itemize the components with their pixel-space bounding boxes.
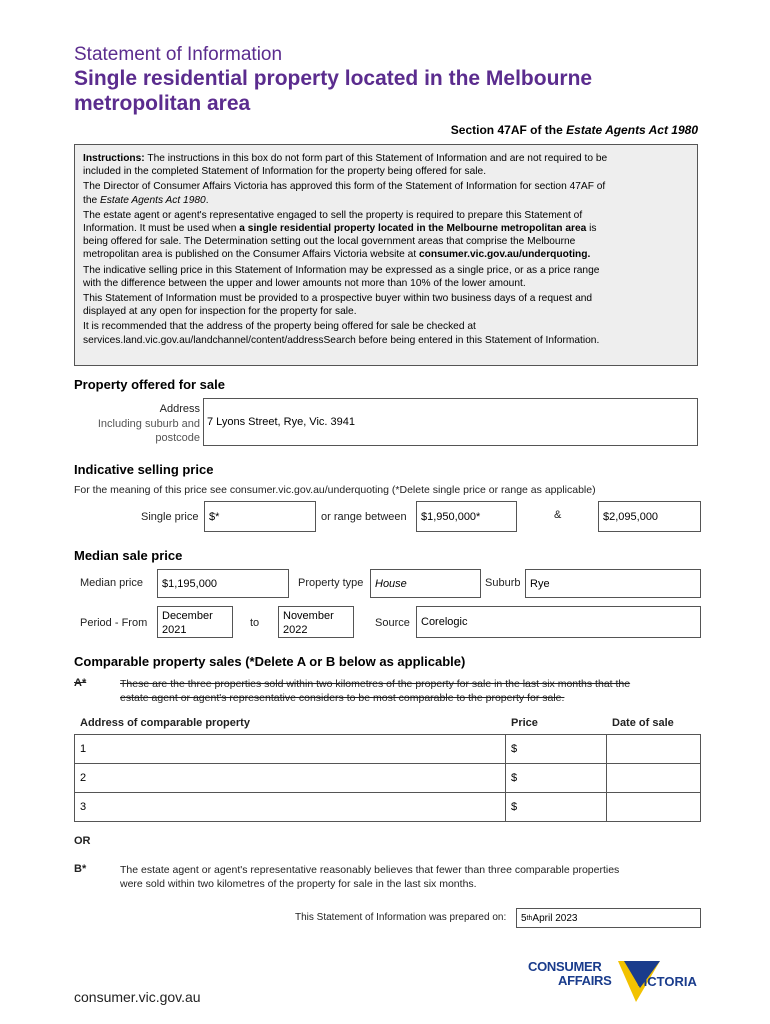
suburb-label: Suburb	[485, 577, 521, 589]
comparable-address-cell-text: 3	[80, 801, 87, 813]
comparable-address-cell[interactable]	[74, 792, 506, 822]
from-year: 2021	[162, 624, 187, 636]
median-price-field[interactable]	[157, 569, 289, 598]
range-low-field[interactable]	[416, 501, 517, 532]
single-price-label: Single price	[141, 511, 199, 523]
option-a-text	[120, 677, 630, 705]
period-to-label: to	[250, 617, 260, 629]
col-address-header: Address of comparable property	[80, 717, 250, 729]
median-price-label: Median price	[80, 577, 143, 589]
indicative-heading: Indicative selling price	[74, 462, 214, 477]
label: Address	[159, 403, 200, 415]
comparable-price-cell[interactable]	[505, 763, 607, 793]
comparable-price-cell[interactable]	[505, 734, 607, 764]
comparable-price-cell[interactable]	[505, 792, 607, 822]
source-value: Corelogic	[421, 616, 468, 628]
emphasis: a single residential property located in the Melbourne metropolitan area	[239, 223, 587, 235]
comparable-address-cell[interactable]	[74, 763, 506, 793]
to-month: November	[283, 610, 334, 622]
text	[83, 248, 689, 261]
option-b-label: B*	[74, 863, 87, 875]
text: These are the three properties sold within two kilometres of the property for sale in the last six months that the	[120, 678, 631, 690]
text: were sold within two kilometres of the property for sale in the last six months.	[120, 878, 477, 890]
comparable-date-cell[interactable]	[606, 734, 701, 764]
to-year: 2022	[283, 624, 308, 636]
option-b-text	[120, 863, 619, 891]
text: with the difference between the upper and lower amounts not more than 10% of the lower amount.	[83, 277, 526, 289]
property-type-field[interactable]	[370, 569, 481, 598]
text: It is recommended that the address of the property being offered for sale be checked at	[83, 321, 476, 333]
label: postcode	[155, 432, 200, 444]
section-prefix: Section 47AF of the	[450, 123, 567, 137]
text: included in the completed Statement of Information for the property being offered for sale.	[83, 166, 487, 178]
form-kicker: Statement of Information	[74, 44, 283, 65]
text: being offered for sale. The Determination setting out the local government areas that comprise the Melbourne	[83, 236, 576, 248]
text: .	[205, 194, 209, 206]
address-value: 7 Lyons Street, Rye, Vic. 3941	[207, 416, 355, 428]
logo-victoria: VICTORIA	[635, 974, 697, 989]
range-high-value: $2,095,000	[603, 510, 659, 523]
text: the	[83, 194, 100, 206]
option-a-label: A*	[74, 677, 87, 689]
page-title	[74, 66, 592, 116]
instructions-box	[74, 144, 698, 366]
text: displayed at any open for inspection for the property for sale.	[83, 306, 357, 318]
comparable-address-cell[interactable]	[74, 734, 506, 764]
title-line-1: Single residential property located in the Melbourne	[74, 67, 593, 90]
comparable-date-cell[interactable]	[606, 763, 701, 793]
prepared-label: This Statement of Information was prepared on:	[295, 912, 507, 923]
footer-url: consumer.vic.gov.au	[74, 989, 201, 1005]
address-field[interactable]	[203, 398, 698, 446]
text: estate agent or agent's representative considers to be most comparable to the property for sale.	[120, 692, 565, 704]
indicative-note: For the meaning of this price see consumer.vic.gov.au/underquoting (*Delete single price or range as applicable)	[74, 484, 596, 496]
or-label: OR	[74, 835, 91, 847]
consumer-affairs-victoria-logo	[528, 958, 703, 1006]
suburb-value: Rye	[530, 577, 550, 590]
property-heading: Property offered for sale	[74, 377, 225, 392]
prepared-day: 5	[521, 912, 527, 924]
section-reference	[451, 123, 698, 137]
text	[83, 194, 689, 207]
address-label	[98, 402, 200, 446]
label: Including suburb and	[97, 417, 200, 430]
logo-text	[528, 960, 612, 988]
suburb-field[interactable]	[525, 569, 701, 598]
comparable-date-cell[interactable]	[606, 792, 701, 822]
range-ampersand: &	[554, 509, 562, 521]
from-month: December	[162, 610, 213, 622]
text: The estate agent or agent's representative engaged to sell the property is required to prepare this Statement of	[83, 209, 583, 221]
section-act: Estate Agents Act 1980	[566, 123, 698, 137]
period-to-field[interactable]	[278, 606, 354, 638]
text: This Statement of Information must be provided to a prospective buyer within two business days of a request and	[83, 293, 593, 305]
text: Information. It must be used when	[83, 223, 240, 235]
period-from-field[interactable]	[157, 606, 233, 638]
comparable-address-cell-text: 1	[80, 743, 87, 755]
comparable-price-cell-text: $	[511, 743, 518, 755]
median-price-value: $1,195,000	[162, 577, 218, 590]
source-label: Source	[375, 617, 410, 629]
comparable-heading: Comparable property sales (*Delete A or B below as applicable)	[74, 654, 466, 669]
title-line-2: metropolitan area	[74, 92, 251, 115]
col-date-header: Date of sale	[612, 717, 674, 729]
comparable-price-cell-text: $	[511, 772, 518, 784]
property-type-label: Property type	[298, 577, 364, 589]
median-heading: Median sale price	[74, 548, 183, 563]
text: metropolitan area is published on the Consumer Affairs Victoria website at	[83, 249, 419, 261]
range-high-field[interactable]	[598, 501, 701, 532]
prepared-date-field[interactable]	[516, 908, 701, 928]
instructions-p1	[83, 152, 689, 165]
logo-line-2: AFFAIRS	[558, 973, 612, 988]
period-from-label: Period - From	[80, 617, 148, 629]
range-label: or range between	[321, 511, 407, 523]
prepared-month-year: April 2023	[532, 912, 578, 924]
text: is	[586, 223, 597, 235]
act-name: Estate Agents Act 1980	[100, 194, 206, 206]
comparable-address-cell-text: 2	[80, 772, 87, 784]
single-price-value: $*	[209, 510, 220, 523]
range-low-value: $1,950,000*	[421, 510, 481, 523]
text: The estate agent or agent's representative reasonably believes that fewer than three comparable properties	[120, 864, 620, 876]
source-field[interactable]	[416, 606, 701, 638]
logo-line-1: CONSUMER	[528, 959, 602, 974]
instructions-bold: Instructions:	[83, 153, 145, 164]
text: The indicative selling price in this Statement of Information may be expressed as a single price, or as a price range	[83, 264, 600, 276]
comparable-price-cell-text: $	[511, 801, 518, 813]
prepared-day-suffix: th	[526, 914, 533, 922]
text: The Director of Consumer Affairs Victoria has approved this form of the Statement of Information for section 47AF of	[83, 181, 606, 193]
text: The instructions in this box do not form part of this Statement of Information and are not required to be	[144, 153, 608, 164]
text: services.land.vic.gov.au/landchannel/content/addressSearch before being entered in this Statement of Information.	[83, 334, 600, 346]
property-type-value: House	[375, 577, 407, 590]
single-price-field[interactable]	[204, 501, 316, 532]
text	[83, 222, 689, 235]
col-price-header: Price	[511, 717, 538, 729]
underquoting-link: consumer.vic.gov.au/underquoting.	[419, 249, 591, 261]
